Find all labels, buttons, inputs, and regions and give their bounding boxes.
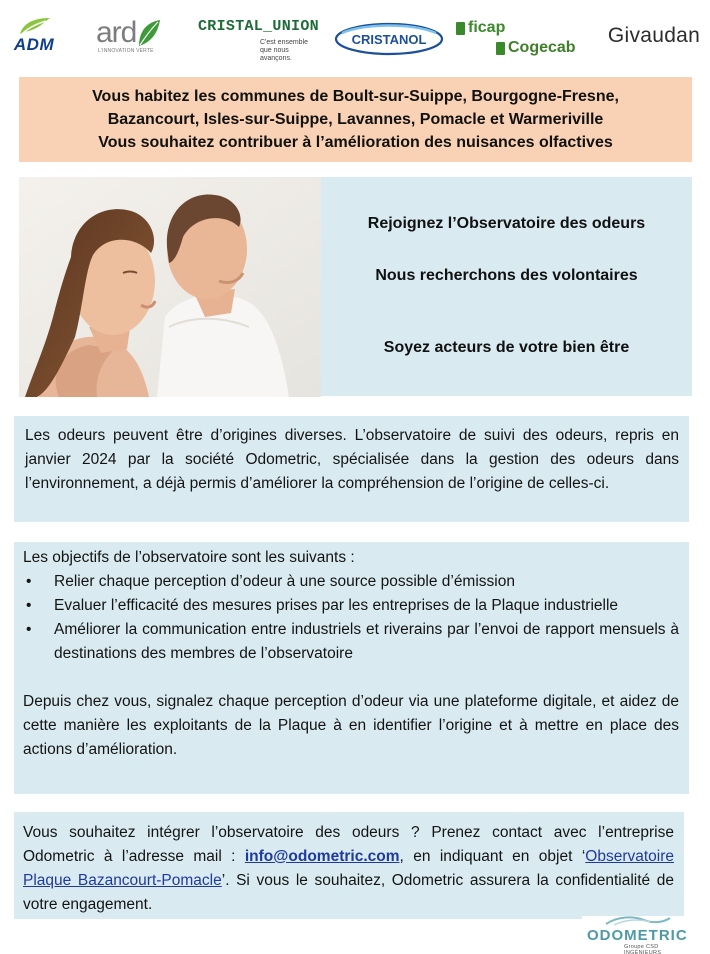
objectives-list [23, 570, 679, 666]
couple-breathing-photo [19, 177, 321, 397]
contact-text-middle: , en indiquant en objet ‘ [399, 848, 586, 865]
objective-text: Améliorer la communication entre industriels et riverains par l’envoi de rapport mensuels à destinations des membres de l’observatoire [54, 621, 679, 662]
list-item [23, 570, 679, 594]
ard-logo [96, 12, 176, 60]
partner-logos-bar [0, 0, 710, 70]
couple-photo-illustration [19, 177, 321, 397]
join-observatory-callout [321, 177, 692, 396]
contact-panel [14, 812, 684, 919]
odometric-wave-icon [604, 916, 672, 926]
ficap-cogecab-logo [456, 14, 596, 62]
email-subject-link[interactable]: Observatoire Plaque Bazancourt-Pomacle [23, 848, 674, 889]
header-line-3: Vous souhaitez contribuer à l’amélioration des nuisances olfactives [98, 134, 613, 151]
contact-paragraph [23, 821, 674, 917]
cristal-union-logo-text: CRISTAL_UNION [198, 17, 319, 35]
intro-paragraph: Les odeurs peuvent être d’origines diverses. L’observatoire de suivi des odeurs, repris en janvier 2024 par la société Odometric, spécialisée dans la gestion des odeurs dans l’environnement, a déjà permis d’améliorer la compréhension de l’origine de celles-ci. [25, 427, 679, 492]
bullet-icon: • [26, 597, 32, 614]
cogecab-square-icon [496, 42, 505, 55]
header-line-2: Bazancourt, Isles-sur-Suippe, Lavannes, Pomacle et Warmeriville [107, 111, 604, 128]
givaudan-logo-text: Givaudan [607, 24, 701, 47]
reporting-paragraph: Depuis chez vous, signalez chaque perception d’odeur via une plateforme digitale, et aidez de cette manière les exploitants de la Plaque à en identifier l’origine et à mettre en place des actions d’amélioration. [23, 693, 679, 758]
odometric-logo [582, 916, 686, 952]
contact-text-end: ’. Si vous le souhaitez, Odometric assurera la confidentialité de votre engagement. [23, 872, 675, 913]
cristanol-oval-icon [334, 21, 444, 57]
header-band [19, 77, 692, 162]
cristal-union-tagline: C'est ensemble que nous avançons. [260, 38, 309, 62]
ard-tagline: L'INNOVATION VERTE [98, 48, 154, 54]
callout-wellbeing: Soyez acteurs de votre bien être [383, 339, 630, 356]
email-link[interactable]: info@odometric.com [244, 848, 400, 865]
adm-leaf-icon [14, 16, 54, 36]
header-line-1: Vous habitez les communes de Boult-sur-Suippe, Bourgogne-Fresne, [92, 88, 619, 105]
odometric-logo-text: ODOMETRIC [587, 927, 688, 944]
adm-logo-text: ADM [13, 35, 55, 54]
intro-panel [14, 416, 689, 522]
givaudan-logo [604, 22, 704, 50]
list-item [23, 594, 679, 618]
objectives-heading: Les objectifs de l’observatoire sont les suivants : [23, 549, 355, 566]
list-item [23, 618, 679, 666]
cristanol-logo [334, 21, 444, 57]
callout-join-title: Rejoignez l’Observatoire des odeurs [367, 215, 646, 232]
bullet-icon: • [26, 621, 32, 638]
ard-logo-text: ard [96, 16, 137, 49]
odometric-group-text: Groupe CSD INGÉNIEURS [624, 944, 662, 954]
ficap-logo-text: ficap [468, 19, 506, 36]
objective-text: Relier chaque perception d’odeur à une source possible d’émission [54, 573, 515, 590]
cristanol-logo-text: CRISTANOL [351, 32, 427, 47]
contact-text-start: Vous souhaitez intégrer l’observatoire des odeurs ? Prenez contact avec l’entreprise Odometric à l’adresse mail : [23, 824, 674, 865]
callout-volunteers: Nous recherchons des volontaires [375, 267, 638, 284]
bullet-icon: • [26, 573, 32, 590]
ard-leaf-icon [136, 18, 162, 48]
objective-text: Evaluer l’efficacité des mesures prises par les entreprises de la Plaque industrielle [54, 597, 619, 614]
adm-logo [6, 12, 62, 58]
ficap-square-icon [456, 22, 465, 35]
cogecab-logo-text: Cogecab [508, 39, 576, 56]
cristal-union-logo [198, 17, 319, 62]
objectives-panel [14, 542, 689, 794]
